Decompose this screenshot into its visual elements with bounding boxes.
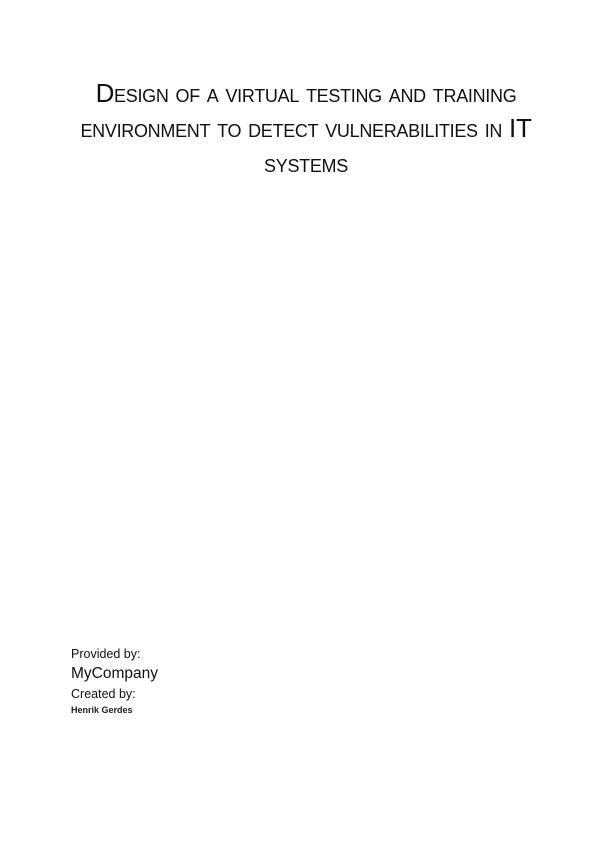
created-by-label: Created by: (71, 687, 136, 701)
provided-by-label: Provided by: (71, 647, 141, 661)
company-name: MyCompany (71, 665, 158, 682)
author-name: Henrik Gerdes (71, 705, 133, 715)
document-title: Design of a virtual testing and training environment to detect vulnerabilities in IT systems (80, 78, 532, 178)
credits-block (71, 645, 371, 717)
